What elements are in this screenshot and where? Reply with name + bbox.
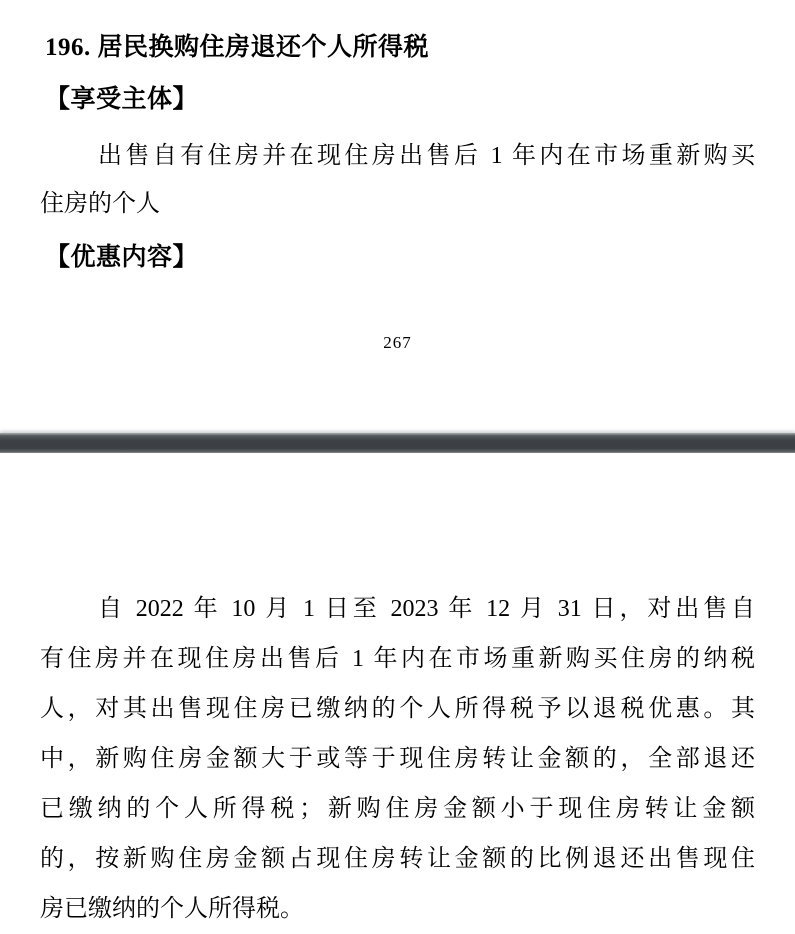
section-heading-eligible-subject: 【享受主体】 [45,86,199,113]
article-title: 196. 居民换购住房退还个人所得税 [45,34,430,61]
paragraph-line: 住房的个人 [40,191,160,217]
paragraph-line: 中，新购住房金额大于或等于现住房转让金额的，全部退还 [40,746,755,772]
paragraph-line: 已缴纳的个人所得税；新购住房金额小于现住房转让金额 [40,796,755,822]
paragraph-line: 房已缴纳的个人所得税。 [40,896,304,922]
paragraph-line: 有住房并在现住房出售后 1 年内在市场重新购买住房的纳税 [40,646,755,672]
page-1 [0,0,795,433]
page-separator-bar [0,433,795,453]
paragraph-line: 出售自有住房并在现住房出售后 1 年内在市场重新购买 [98,143,755,169]
paragraph-line: 人，对其出售现住房已缴纳的个人所得税予以退税优惠。其 [40,696,755,722]
eligible-subject-paragraph [40,132,755,228]
page-number: 267 [383,333,412,352]
page-2 [0,453,795,932]
section-heading-benefit-content: 【优惠内容】 [45,244,199,271]
benefit-content-paragraph [40,584,755,934]
paragraph-line: 自 2022 年 10 月 1 日至 2023 年 12 月 31 日，对出售自 [98,596,755,622]
paragraph-line: 的，按新购住房金额占现住房转让金额的比例退还出售现住 [40,846,755,872]
